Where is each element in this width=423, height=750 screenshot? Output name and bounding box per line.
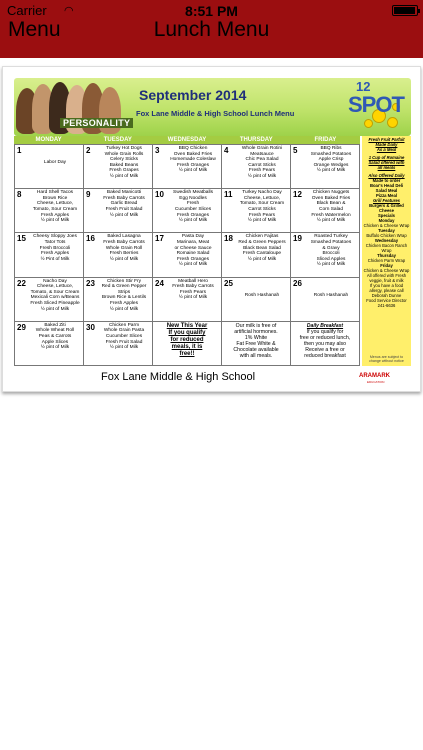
day-number: 16	[86, 234, 95, 244]
menu-item: ½ Pint of Milk	[40, 256, 70, 262]
day-menu-items	[236, 190, 288, 224]
sidebar-line: Deborah Dunne	[371, 293, 402, 298]
menu-item: Sliced Apples	[316, 256, 346, 262]
aramark-subtitle: EDUCATION	[367, 380, 385, 384]
menu-item: Smashed Potatoes	[310, 151, 352, 157]
day-cell	[84, 145, 153, 189]
notice-line: If you qualify for	[306, 328, 344, 335]
menu-item: ½ pint of Milk	[109, 345, 139, 351]
menu-item: Nacho Day	[43, 278, 67, 284]
menu-item: ½ pint of Milk	[109, 173, 139, 179]
day-menu-items	[167, 190, 219, 224]
sidebar-line: Pizza Meal	[376, 193, 397, 198]
menu-item: ½ pint of Milk	[178, 262, 208, 268]
menu-item: BBQ Ribs	[320, 146, 342, 151]
menu-item: Turkey Hot Dogs	[106, 146, 142, 151]
day-menu-items	[29, 323, 81, 351]
day-cell	[15, 278, 84, 322]
menu-item: Turkey Nacho Day	[242, 190, 282, 196]
notice-line: artificial hormones.	[234, 328, 278, 335]
day-number: 17	[155, 234, 164, 244]
day-menu-items	[305, 234, 357, 268]
sidebar-line: Wednesday	[374, 238, 399, 243]
menu-item: Apple Slices	[41, 339, 69, 345]
day-number: 18	[224, 234, 233, 244]
menu-school-title: Fox Lane Middle & High School Lunch Menu	[136, 109, 295, 118]
sidebar-line: Monday	[378, 218, 395, 223]
day-menu-items	[305, 293, 357, 299]
menu-item: Fresh Fruit Salad	[105, 339, 143, 345]
menu-item: Romaine Salad	[176, 251, 210, 257]
menu-item: Brown Rice	[42, 195, 68, 201]
menu-item: ½ pint of Milk	[316, 262, 346, 268]
menu-item: Fresh Grapes	[109, 168, 139, 174]
menu-item: Apple Crisp	[318, 157, 344, 163]
menu-item: ½ pint of Milk	[109, 256, 139, 262]
menu-item: Whole Grain Roll	[105, 245, 143, 251]
menu-item: Cheese, Lettuce,	[36, 284, 74, 290]
menu-item: Mexicali Corn w/Beans	[30, 295, 80, 301]
day-number: 11	[224, 190, 233, 200]
wifi-icon: ◠	[64, 5, 74, 17]
day-cell	[153, 189, 222, 233]
menu-sidebar	[362, 136, 411, 366]
notice-line: then you may also	[303, 340, 347, 347]
menu-item: ½ pint of Milk	[247, 218, 277, 224]
menu-item: Fresh Baby Carrots	[103, 239, 145, 245]
menu-calendar-grid	[14, 144, 360, 366]
day-menu-items	[29, 160, 81, 166]
menu-item: ½ pint of Milk	[247, 256, 277, 262]
menu-item: Fresh Pears	[179, 289, 207, 295]
menu-item: Black Bean Salad	[243, 245, 281, 251]
day-menu-items	[29, 234, 81, 262]
menu-item: Fresh Cantaloupe	[242, 251, 282, 257]
milk-notice	[222, 322, 291, 366]
notice-line: reduced breakfast	[304, 352, 346, 359]
day-number: 24	[155, 278, 164, 288]
menu-item: Fresh Berries	[109, 251, 139, 257]
sidebar-line: 1 Cup of Romaine	[368, 155, 405, 160]
menu-disclaimer	[362, 355, 411, 363]
day-number: 26	[293, 278, 302, 288]
sidebar-line: Grill Features	[373, 198, 400, 203]
nav-bar	[0, 18, 423, 58]
day-number: 8	[17, 190, 22, 200]
day-menu-items	[29, 279, 81, 313]
menu-item: Roasted Turkey	[314, 234, 348, 240]
menu-item: ½ pint of Milk	[109, 212, 139, 218]
menu-item: ½ pint of Milk	[109, 306, 139, 312]
sidebar-line: All offered with Fresh	[366, 273, 407, 278]
menu-item: Fresh Watermelon	[311, 212, 351, 218]
day-menu-items	[305, 190, 357, 224]
day-cell	[15, 233, 84, 277]
day-number: 29	[17, 322, 26, 332]
menu-item: & Gravy	[322, 245, 340, 251]
notice-line: free or reduced lunch,	[299, 334, 351, 341]
notice-line: Daily Breakfast	[306, 322, 344, 329]
aramark-logo: ARAMARK	[359, 373, 390, 379]
menu-item: Fresh Broccoli	[39, 245, 71, 251]
menu-item: Red & Green Pepper	[101, 284, 147, 290]
day-number: 4	[224, 146, 229, 155]
menu-item: ½ pint of Milk	[40, 306, 70, 312]
menu-item: ½ pint of Milk	[178, 218, 208, 224]
sidebar-line: allergy, please call	[369, 288, 404, 293]
sidebar-line: Burgers & Grilled	[369, 203, 404, 208]
day-cell	[84, 322, 153, 366]
menu-item: Brown Rice & Lentils	[101, 295, 147, 301]
status-time: 8:51 PM	[185, 3, 238, 19]
menu-item: Baked Beans	[109, 162, 139, 168]
menu-item: Fresh Oranges	[177, 256, 209, 262]
menu-header	[14, 78, 411, 136]
sidebar-line: Salad Meal	[375, 188, 398, 193]
menu-item: Rosh Hashanah	[313, 292, 349, 298]
menu-item: ½ pint of Milk	[247, 173, 277, 179]
menu-item: Smashed Potatoes	[310, 239, 352, 245]
menu-item: Baked Manicotti	[106, 190, 142, 196]
menu-item: Hard Shell Tacos	[36, 190, 74, 196]
menu-item: ½ pint of Milk	[40, 218, 70, 224]
page-title: Lunch Menu	[153, 18, 270, 41]
menu-item: Orange Wedges	[313, 162, 349, 168]
notice-line: 1% White	[244, 334, 268, 341]
notice-line: free!!	[179, 350, 195, 357]
status-bar	[0, 3, 423, 17]
menu-item: Cheese, Lettuce,	[36, 201, 74, 207]
menu-item: ½ pint of Milk	[178, 168, 208, 174]
day-cell	[15, 145, 84, 189]
sidebar-line: Fresh Fruit Parfait	[368, 137, 405, 142]
sidebar-line: Chicken & Cheese Wrap	[363, 268, 410, 273]
day-number: 30	[86, 322, 95, 332]
sidebar-line: Wrap	[381, 248, 392, 253]
day-number: 10	[155, 190, 164, 200]
day-label: WEDNESDAY	[167, 137, 207, 143]
notice-line: If you qualify	[168, 329, 206, 336]
sidebar-line: Salad offered with	[368, 160, 405, 165]
sidebar-line: Food Service Director	[366, 298, 407, 303]
day-cell	[153, 278, 222, 322]
menu-item: Corn Salad	[319, 206, 343, 212]
menu-item: Fresh Apples	[41, 251, 69, 257]
sidebar-line: Specials	[378, 213, 395, 218]
day-number: 15	[17, 234, 26, 244]
day-menu-items	[98, 279, 150, 313]
day-label: FRIDAY	[314, 137, 337, 143]
menu-item: Whole Grain Rotini	[241, 146, 283, 151]
day-label: THURSDAY	[239, 137, 273, 143]
menu-item: Carrot Sticks	[248, 206, 276, 212]
day-menu-items	[167, 234, 219, 268]
menu-item: Celery Sticks	[110, 157, 138, 163]
day-cell	[291, 278, 360, 322]
menu-item: Tomato, & Sour Cream	[30, 289, 80, 295]
day-cell	[222, 278, 291, 322]
menu-item: Rosh Hashanah	[244, 292, 280, 298]
disclaimer-line: change without notice	[369, 359, 404, 363]
day-menu-items	[236, 293, 288, 299]
menu-item: Pasta Day	[181, 234, 205, 240]
battery-icon	[392, 5, 418, 16]
menu-item: Fresh Pears	[248, 212, 276, 218]
menu-item: Marinara, Meat	[176, 239, 210, 245]
day-menu-items	[167, 146, 219, 174]
personality-label: PERSONALITY	[60, 118, 133, 128]
menu-item: Tomato, Sour Cream	[239, 201, 285, 207]
menu-item: Fresh Pears	[248, 168, 276, 174]
menu-item: Fresh	[186, 201, 200, 207]
sidebar-line: Cheese	[379, 208, 394, 213]
sidebar-line: Boar's Head Deli	[369, 183, 404, 188]
disclaimer-line: Menus are subject to	[369, 355, 404, 359]
sidebar-line: Chicken & Cheese Wrap	[363, 223, 410, 228]
notice-line: Fat Free White &	[236, 340, 276, 347]
menu-item: Tomato, Sour Cream	[32, 206, 78, 212]
notice-line: Chocolate available	[233, 346, 279, 353]
menu-item: Strips	[117, 289, 131, 295]
menu-back-button[interactable]: Menu	[8, 18, 61, 41]
menu-item: BBQ Chicken	[178, 146, 208, 151]
day-cell	[291, 189, 360, 233]
menu-item: ½ pint of Milk	[316, 168, 346, 174]
day-menu-items	[305, 146, 357, 174]
day-number: 22	[17, 278, 26, 288]
day-menu-items	[98, 323, 150, 351]
menu-item: Fresh Oranges	[177, 162, 209, 168]
menu-item: Baked Lasagna	[107, 234, 141, 240]
menu-item: Red & Green Peppers	[238, 239, 286, 245]
lunch-menu-image[interactable]	[2, 66, 421, 392]
day-cell	[222, 145, 291, 189]
menu-item: Labor Day	[43, 160, 67, 165]
menu-item: Oven Baked Fries	[311, 195, 351, 201]
navigation-bar	[0, 0, 423, 58]
reduced-meals-notice	[153, 322, 222, 366]
menu-item: Chicken Stir Fry	[106, 278, 142, 284]
menu-item: Fresh Baby Carrots	[172, 284, 214, 290]
menu-item: Fresh Sliced Pineapple	[30, 300, 80, 306]
day-menu-items	[236, 234, 288, 262]
day-cell	[291, 145, 360, 189]
day-cell	[153, 145, 222, 189]
day-number: 19	[293, 234, 302, 244]
menu-item: Broccoli	[322, 251, 340, 257]
sidebar-line: Also Offered Daily	[368, 173, 405, 178]
day-number: 2	[86, 146, 91, 155]
menu-item: Whole Grain Pasta	[103, 328, 145, 334]
menu-item: Carrot Sticks	[248, 162, 276, 168]
menu-item: Black Bean &	[316, 201, 346, 207]
sidebar-line: all meals	[377, 165, 396, 170]
day-number: 3	[155, 146, 160, 155]
day-cell	[291, 233, 360, 277]
sidebar-line: 241-6636	[377, 303, 396, 308]
day-label: MONDAY	[35, 137, 62, 143]
carrier-label: Carrier	[7, 3, 47, 18]
menu-item: Peas & Carrots	[38, 333, 72, 339]
day-number: 23	[86, 278, 95, 288]
day-number: 12	[293, 190, 302, 200]
menu-item: Tator Tots	[44, 239, 66, 245]
logo-number: 12	[356, 79, 371, 94]
sidebar-line: veggie, fruit & milk	[369, 278, 404, 283]
menu-month-title: September 2014	[139, 87, 247, 103]
sidebar-line: If you have a food	[369, 283, 404, 288]
day-cell	[84, 233, 153, 277]
day-number: 9	[86, 190, 91, 200]
day-menu-items	[167, 279, 219, 301]
menu-item: Fresh Baby Carrots	[103, 195, 145, 201]
menu-item: Chicken Fajitas	[245, 234, 279, 240]
day-cell	[222, 233, 291, 277]
day-cell	[222, 189, 291, 233]
notice-line: Receive a free or	[305, 346, 345, 353]
menu-item: Egg Noodles	[179, 195, 207, 201]
menu-item: Cucumber Slices	[105, 333, 143, 339]
menu-item: Whole Grain Rolls	[104, 151, 144, 157]
menu-item: Chic Pea Salad	[245, 157, 279, 163]
day-cell	[15, 189, 84, 233]
day-cell	[153, 233, 222, 277]
sidebar-line: Tuesday	[378, 228, 395, 233]
day-menu-items	[98, 234, 150, 262]
menu-item: Fresh Oranges	[177, 212, 209, 218]
menu-item: Chicken Nuggets	[312, 190, 350, 196]
day-menu-items	[29, 190, 81, 224]
menu-item: Meatsauce	[250, 151, 274, 157]
menu-item: Garlic Bread	[110, 201, 138, 207]
menu-item: Cheese, Lettuce,	[243, 195, 281, 201]
menu-item: ½ pint of Milk	[40, 345, 70, 351]
day-cell	[15, 322, 84, 366]
menu-item: Oven Baked Fries	[173, 151, 213, 157]
menu-item: Cheesy Sloppy Joes	[33, 234, 77, 240]
weekday-header	[14, 136, 360, 144]
sidebar-line: Friday	[380, 263, 393, 268]
notice-line: for reduced	[170, 336, 204, 343]
day-number: 1	[17, 146, 22, 155]
day-number: 5	[293, 146, 298, 155]
day-cell	[84, 278, 153, 322]
menu-item: Whole Wheat Roll	[35, 328, 75, 334]
menu-item: or Cheese Sauce	[174, 245, 212, 251]
sidebar-line: Chicken Bacon Ranch	[365, 243, 408, 248]
day-number: 25	[224, 278, 233, 288]
notice-line: New This Year	[166, 322, 208, 329]
sidebar-line: As a Meal	[376, 147, 397, 152]
menu-item: Swedish Meatballs	[173, 190, 213, 196]
menu-item: Cucumber Slices	[174, 206, 212, 212]
sidebar-line: Made to order	[372, 178, 401, 183]
breakfast-notice	[291, 322, 360, 366]
menu-item: Chicken Parm	[108, 322, 140, 328]
day-menu-items	[236, 146, 288, 180]
menu-item: ½ pint of Milk	[178, 295, 208, 301]
menu-item: ½ pint of Milk	[316, 218, 346, 224]
day-cell	[84, 189, 153, 233]
sidebar-line: Thursday	[377, 253, 396, 258]
notice-line: with all meals.	[239, 352, 273, 359]
sidebar-line: Made Daily	[375, 142, 398, 147]
sidebar-line: Chicken Parm Wrap	[367, 258, 406, 263]
day-menu-items	[98, 190, 150, 218]
menu-item: Fresh Apples	[41, 212, 69, 218]
menu-item: Meatball Hero	[178, 278, 208, 284]
sidebar-line: Buffalo Chicken Wrap	[366, 233, 407, 238]
footer-school-name: Fox Lane Middle & High School	[101, 371, 256, 383]
menu-item: Homemade Coleslaw	[170, 157, 216, 163]
menu-item: Fresh Fruit Salad	[105, 206, 143, 212]
logo-text: SPOT	[348, 92, 404, 117]
day-menu-items	[98, 146, 150, 180]
notice-line: meals, it is	[171, 343, 203, 350]
menu-item: Baked Ziti	[44, 322, 66, 328]
the-spot-logo	[342, 79, 408, 133]
menu-item: Fresh Apples	[110, 300, 138, 306]
menu-document	[11, 75, 414, 385]
day-label: TUESDAY	[103, 137, 132, 143]
notice-line: Our milk is free of	[235, 322, 277, 329]
